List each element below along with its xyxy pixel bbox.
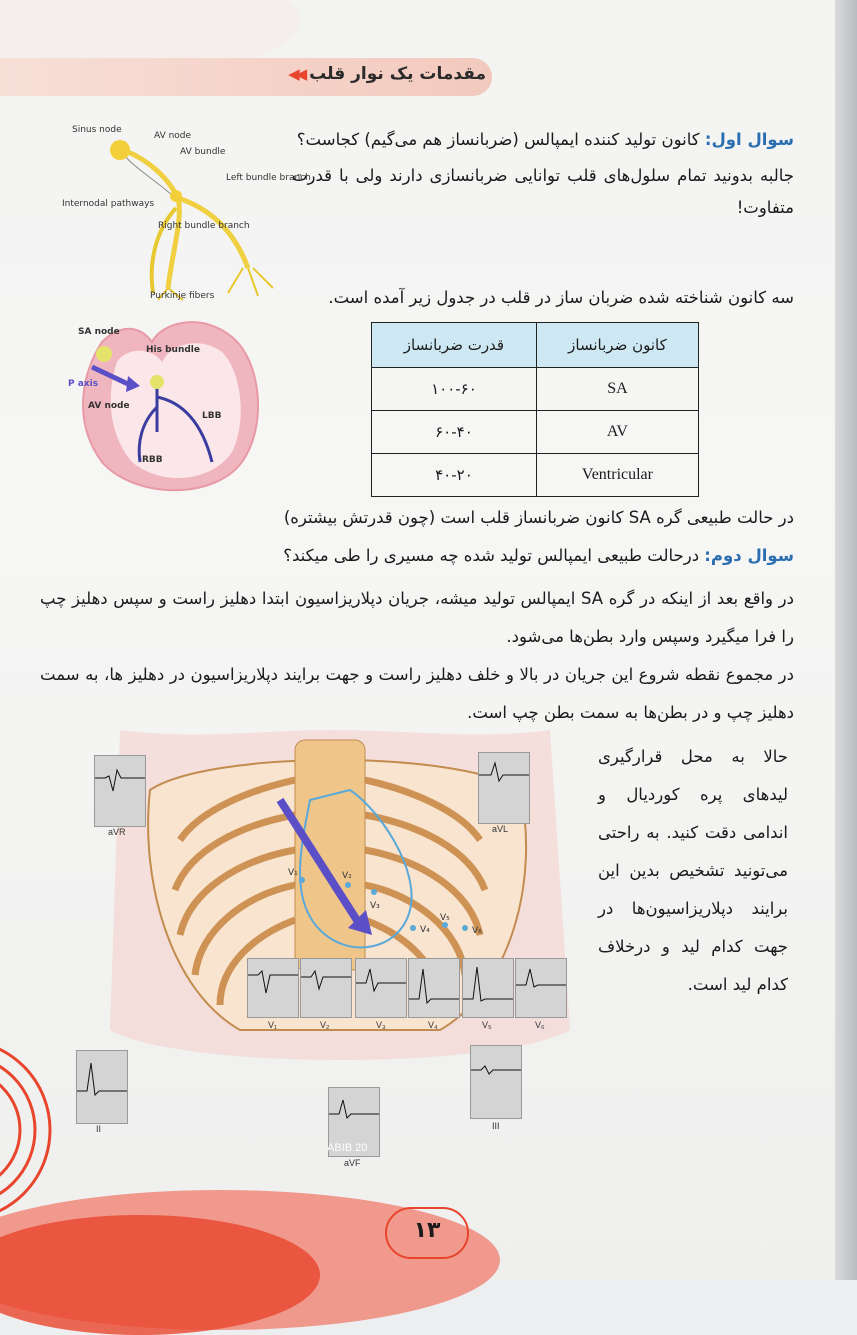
figure1-label: Right bundle branch bbox=[158, 221, 250, 231]
figure1-label: Sinus node bbox=[72, 125, 122, 135]
table-cell: ۶۰-۴۰ bbox=[372, 411, 537, 454]
pacemaker-table bbox=[371, 322, 699, 497]
ecg-label-avf: aVF bbox=[344, 1158, 361, 1168]
table-intro: سه کانون شناخته شده ضربان ساز در قلب در جدول زیر آمده است. bbox=[328, 288, 794, 307]
watermark: ABIB 20 bbox=[327, 1142, 368, 1154]
question-1-label: سوال اول: bbox=[704, 130, 794, 149]
ecg-label-avr: aVR bbox=[108, 827, 126, 837]
lead-marker-v3: V₃ bbox=[370, 901, 380, 911]
ecg-label-v2: V₂ bbox=[320, 1020, 330, 1030]
chapter-title: مقدمات یک نوار قلب bbox=[309, 64, 486, 84]
figure2-label: SA node bbox=[78, 327, 120, 337]
table-header-cell: کانون ضربانساز bbox=[536, 323, 698, 368]
chevron-left-icon: ◀◀ bbox=[288, 65, 304, 83]
ecg-strip-ii bbox=[76, 1050, 128, 1124]
lead-marker-v2: V₂ bbox=[342, 871, 352, 881]
figure2-label: LBB bbox=[202, 411, 222, 421]
table-cell: AV bbox=[536, 411, 698, 454]
heart-p-axis-figure bbox=[62, 312, 272, 502]
figure2-label: RBB bbox=[142, 455, 163, 465]
figure1-label: Internodal pathways bbox=[62, 199, 155, 209]
lead-marker-v5: V₅ bbox=[440, 913, 450, 923]
table-cell: Ventricular bbox=[536, 454, 698, 497]
table-cell: ۴۰-۲۰ bbox=[372, 454, 537, 497]
table-row bbox=[372, 368, 699, 411]
question-2-text: درحالت طبیعی ایمپالس تولید شده چه مسیری را طی میکند؟ bbox=[283, 546, 700, 565]
lead-marker-v1: V₁ bbox=[288, 868, 298, 878]
figure1-label: AV node bbox=[154, 131, 192, 141]
ecg-label-v3: V₃ bbox=[376, 1020, 386, 1030]
ecg-strip-v4 bbox=[408, 958, 460, 1018]
table-row bbox=[372, 454, 699, 497]
ecg-label-ii: II bbox=[96, 1124, 102, 1134]
question-2-label: سوال دوم: bbox=[704, 546, 794, 565]
figure1-label: AV bundle bbox=[180, 147, 226, 157]
sa-note: در حالت طبیعی گره SA کانون ضربانساز قلب است (چون قدرتش بیشتره) bbox=[283, 508, 794, 527]
figure2-label: AV node bbox=[88, 401, 130, 411]
figure2-label: His bundle bbox=[146, 345, 200, 355]
ecg-strip-avf bbox=[328, 1087, 380, 1157]
conduction-system-figure bbox=[58, 118, 311, 308]
question-2 bbox=[40, 540, 794, 572]
ecg-strip-avr bbox=[94, 755, 146, 827]
lead-marker-v6: V₆ bbox=[472, 926, 482, 936]
ecg-label-v5: V₅ bbox=[482, 1020, 492, 1030]
ecg-label-iii: III bbox=[492, 1121, 500, 1131]
ecg-label-avl: aVL bbox=[492, 824, 509, 834]
ecg-label-v6: V₆ bbox=[535, 1020, 545, 1030]
table-row bbox=[372, 411, 699, 454]
table-cell: SA bbox=[536, 368, 698, 411]
table-header-row bbox=[372, 323, 699, 368]
ecg-strip-v6 bbox=[515, 958, 567, 1018]
ecg-strip-v3 bbox=[355, 958, 407, 1018]
table-header-cell: قدرت ضربانساز bbox=[372, 323, 537, 368]
figure2-label: P axis bbox=[68, 379, 99, 389]
table-cell: ۱۰۰-۶۰ bbox=[372, 368, 537, 411]
ecg-strip-v2 bbox=[300, 958, 352, 1018]
ecg-label-v1: V₁ bbox=[268, 1020, 278, 1030]
page-edge bbox=[835, 0, 857, 1280]
figure1-label: Left bundle branch bbox=[226, 173, 311, 183]
page-number: ۱۳ bbox=[385, 1207, 469, 1259]
ecg-strip-v5 bbox=[462, 958, 514, 1018]
ecg-strip-v1 bbox=[247, 958, 299, 1018]
ecg-label-v4: V₄ bbox=[428, 1020, 438, 1030]
question-1-text: کانون تولید کننده ایمپالس (ضربانساز هم می‌گیم) کجاست؟ bbox=[296, 130, 700, 149]
figure1-label: Purkinje fibers bbox=[150, 291, 215, 301]
answer-2-part-1: در واقع بعد از اینکه در گره SA ایمپالس تولید میشه، جریان دپلاریزاسیون ابتدا دهلیز راست و سپس دهلیز چپ را فرا میگیرد وسپس وارد بطن‌ها می‌شود. bbox=[40, 589, 794, 646]
question-1 bbox=[292, 124, 794, 156]
lead-position-text: حالا به محل قرارگیری لیدهای پره کوردیال و اندامی دقت کنید. به راحتی می‌تونید تشخیص بدین این برایند دپلاریزاسیون‌ها در جهت کدام لید و درخلاف کدام لید است. bbox=[598, 747, 788, 994]
decorative-arcs bbox=[0, 1020, 60, 1220]
answer-2-part-2: در مجموع نقطه شروع این جریان در بالا و خلف دهلیز راست و جهت برایند دپلاریزاسیون در دهلیز ها، به سمت دهلیز چپ و در بطن‌ها به سمت بطن چپ است. bbox=[40, 665, 794, 722]
ecg-strip-avl bbox=[478, 752, 530, 824]
ecg-strip-iii bbox=[470, 1045, 522, 1119]
chapter-header bbox=[0, 58, 492, 96]
answer-1: جالبه بدونید تمام سلول‌های قلب توانایی ضربانسازی دارند ولی با قدرت متفاوت! bbox=[292, 166, 794, 217]
lead-marker-v4: V₄ bbox=[420, 925, 430, 935]
